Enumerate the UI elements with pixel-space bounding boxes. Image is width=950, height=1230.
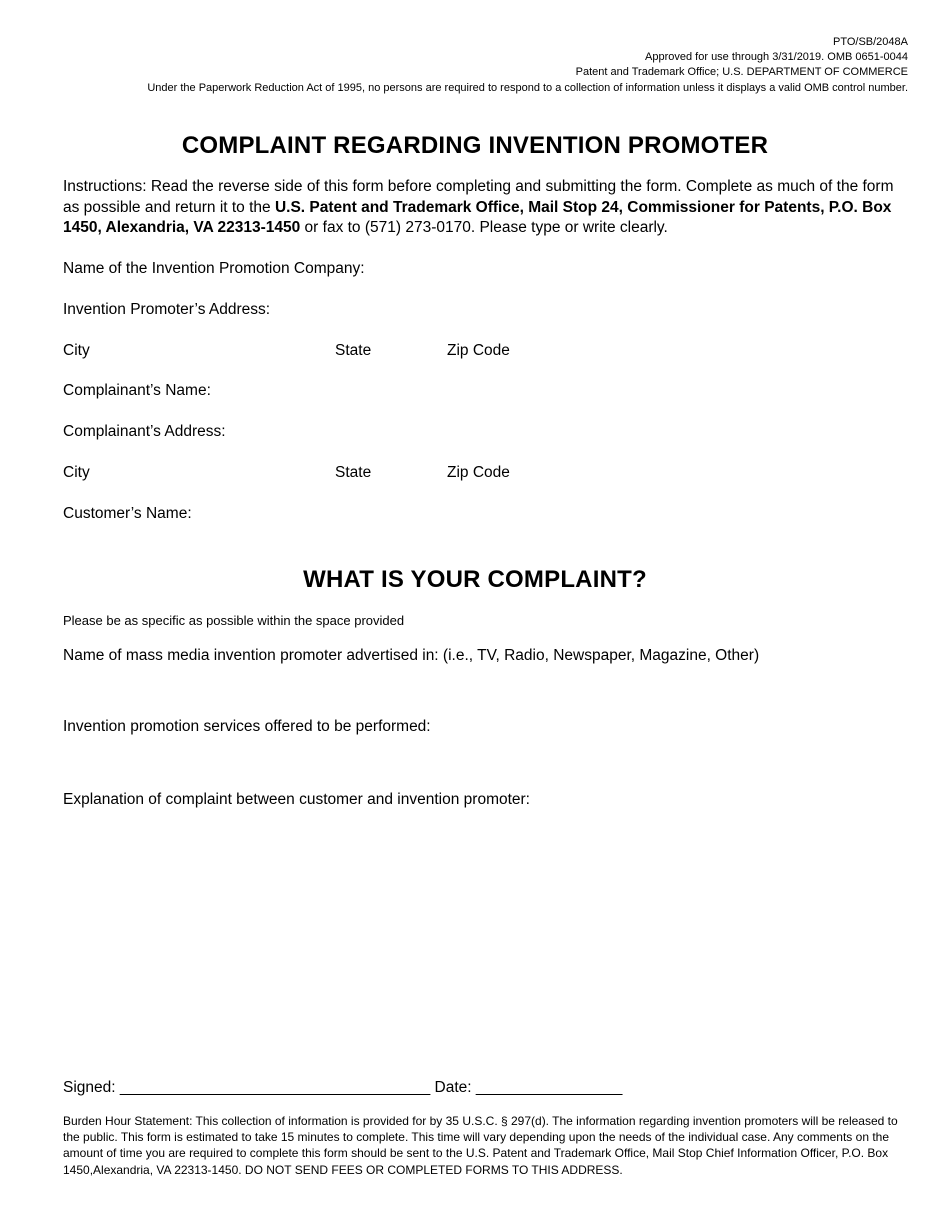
promoter-zip-label: Zip Code — [447, 342, 510, 359]
form-header — [147, 35, 908, 96]
specific-note: Please be as specific as possible within the space provided — [63, 613, 405, 628]
complaint-section-title: WHAT IS YOUR COMPLAINT? — [303, 566, 647, 593]
promoter-state-label: State — [335, 342, 372, 359]
services-label: Invention promotion services offered to be performed: — [63, 718, 431, 735]
customer-name-label: Customer’s Name: — [63, 505, 192, 522]
burden-statement: Burden Hour Statement: This collection of information is provided for by 35 U.S.C. § 297(d). The information regarding invention promoters will be released to the public. This form is estimated to take 15 minutes to complete. This time will vary depending upon the needs of the individual case. Any comments on the amount of time you are required to complete this form should be sent to the U.S. Patent and Trademark Office, Mail Stop Chief Information Officer, P.O. Box 1450,Alexandria, VA 22313-1450. DO NOT SEND FEES OR COMPLETED FORMS TO THIS ADDRESS. — [63, 1114, 898, 1177]
complainant-name-label: Complainant’s Name: — [63, 382, 211, 399]
instructions-fax: or fax to (571) 273-0170. Please type or write clearly. — [300, 219, 668, 236]
explanation-label: Explanation of complaint between customer and invention promoter: — [63, 791, 530, 808]
paperwork-notice: Under the Paperwork Reduction Act of 1995, no persons are required to respond to a collection of information unless it displays a valid OMB control number. — [147, 81, 908, 94]
promoter-city-label: City — [63, 342, 90, 359]
omb-approval: Approved for use through 3/31/2019. OMB 0651-0044 — [645, 51, 908, 64]
form-number: PTO/SB/2048A — [832, 36, 908, 48]
form-title: COMPLAINT REGARDING INVENTION PROMOTER — [181, 132, 769, 159]
promoter-address-label: Invention Promoter’s Address: — [63, 301, 271, 318]
instructions — [63, 177, 903, 239]
instructions-address: U.S. Patent and Trademark Office, Mail Stop 24, Commissioner for Patents, P.O. Box 1450, Alexandria, VA 22313-1450 — [63, 198, 892, 236]
agency-line: Patent and Trademark Office; U.S. DEPARTMENT OF COMMERCE — [575, 66, 908, 79]
complainant-state-label: State — [335, 464, 372, 481]
instructions-text: Instructions: Read the reverse side of this form before completing and submitting the form. Complete as much of the form as possible and return it to the — [63, 178, 894, 216]
company-name-label: Name of the Invention Promotion Company: — [63, 260, 365, 277]
complainant-address-label: Complainant’s Address: — [63, 423, 226, 440]
complainant-city-label: City — [63, 464, 90, 481]
mass-media-label: Name of mass media invention promoter advertised in: (i.e., TV, Radio, Newspaper, Magazine, Other) — [63, 647, 760, 664]
signature-date-line: Signed: ____________________________________ Date: _________________ — [63, 1079, 623, 1096]
complainant-zip-label: Zip Code — [447, 464, 510, 481]
